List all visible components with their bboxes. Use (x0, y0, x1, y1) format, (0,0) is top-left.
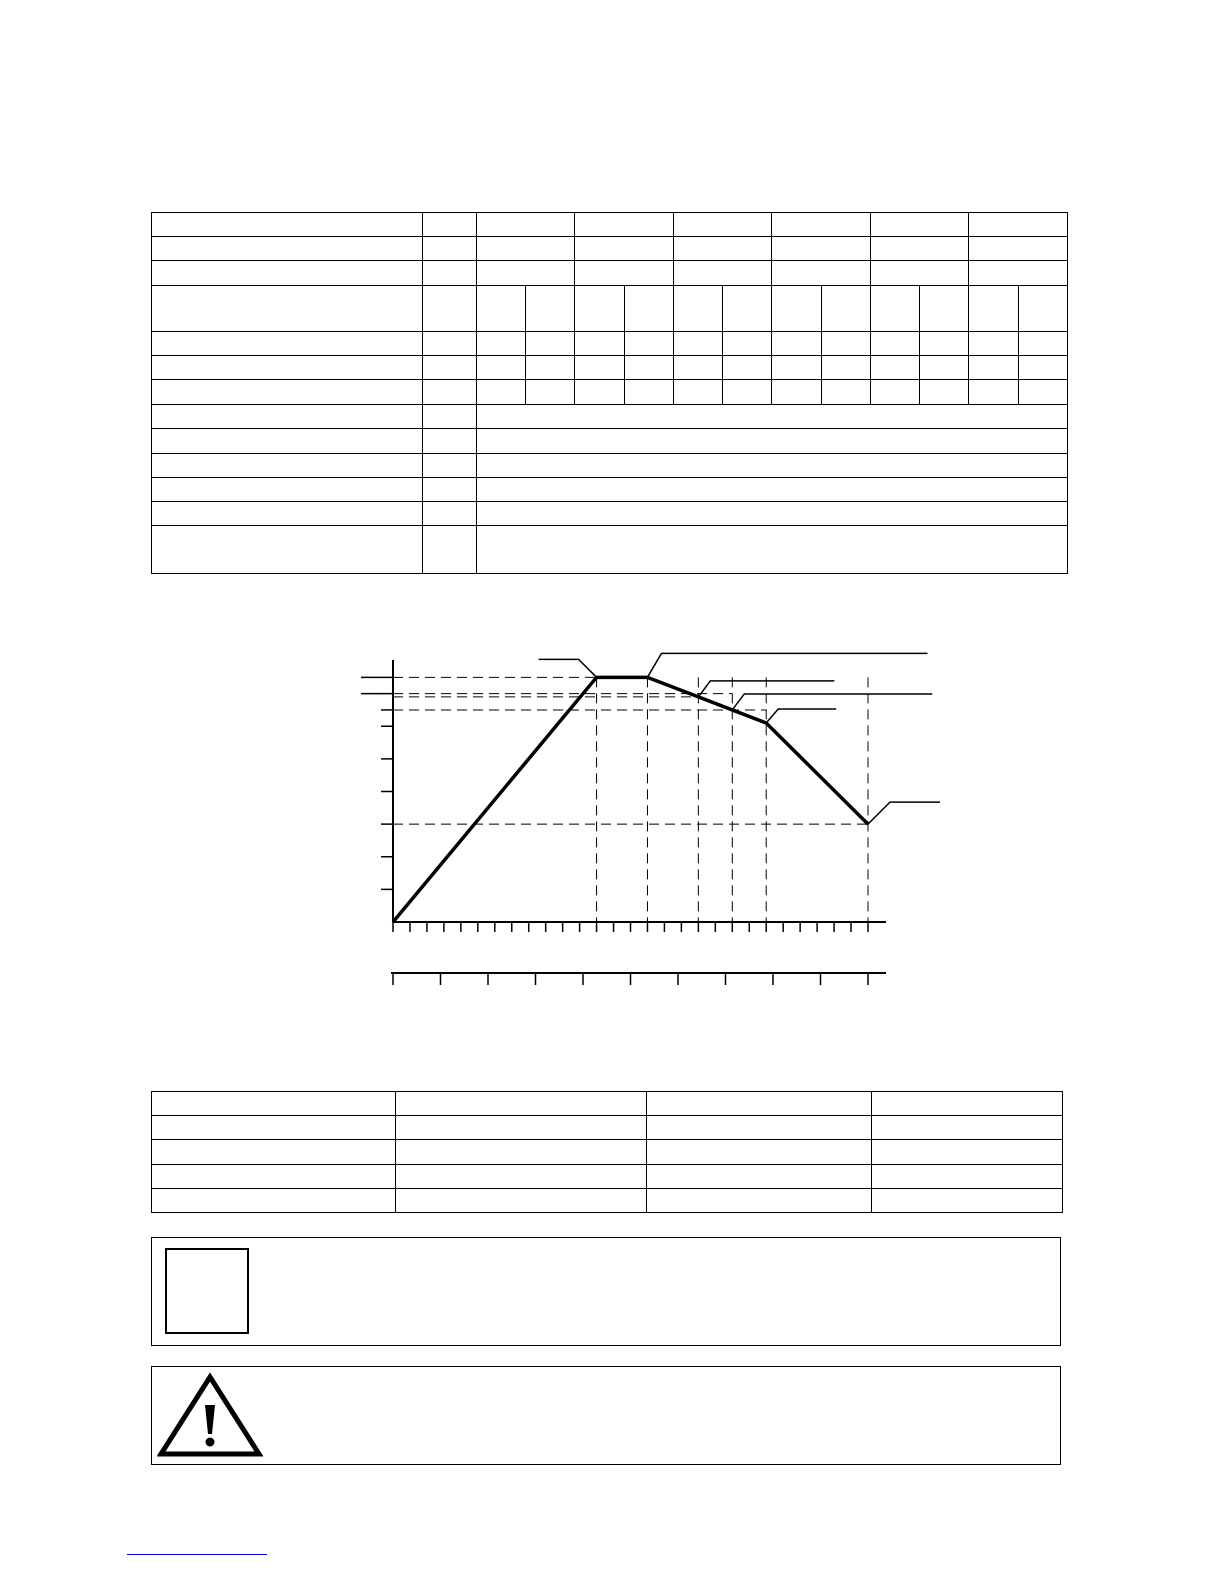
callout-leader (732, 694, 932, 710)
table-row (152, 405, 1068, 429)
result-table (151, 1091, 1063, 1213)
warning-triangle-icon (157, 1372, 263, 1458)
footer-link-underline (127, 1554, 267, 1555)
table-row (152, 356, 1068, 380)
table-row (152, 429, 1068, 454)
table-row (152, 478, 1068, 502)
process-curve-chart (340, 640, 960, 1000)
table-row (152, 332, 1068, 356)
table-row (152, 1165, 1063, 1189)
process-curve-line (393, 677, 868, 922)
table-row (152, 237, 1068, 261)
callout-leader (647, 653, 927, 677)
note-frame-icon (165, 1248, 249, 1334)
table-row (152, 502, 1068, 526)
table-row (152, 1092, 1063, 1116)
warning-box (151, 1366, 1061, 1465)
callout-leader (766, 709, 836, 723)
callout-leader (868, 802, 940, 824)
table-row (152, 454, 1068, 478)
table-row (152, 1116, 1063, 1140)
note-box (151, 1237, 1061, 1346)
spec-table (151, 212, 1068, 574)
table-row (152, 380, 1068, 405)
table-row (152, 213, 1068, 237)
table-row (152, 1189, 1063, 1213)
callout-leader (539, 659, 597, 677)
table-row (152, 526, 1068, 574)
table-row (152, 261, 1068, 286)
table-row (152, 286, 1068, 332)
table-row (152, 1140, 1063, 1165)
